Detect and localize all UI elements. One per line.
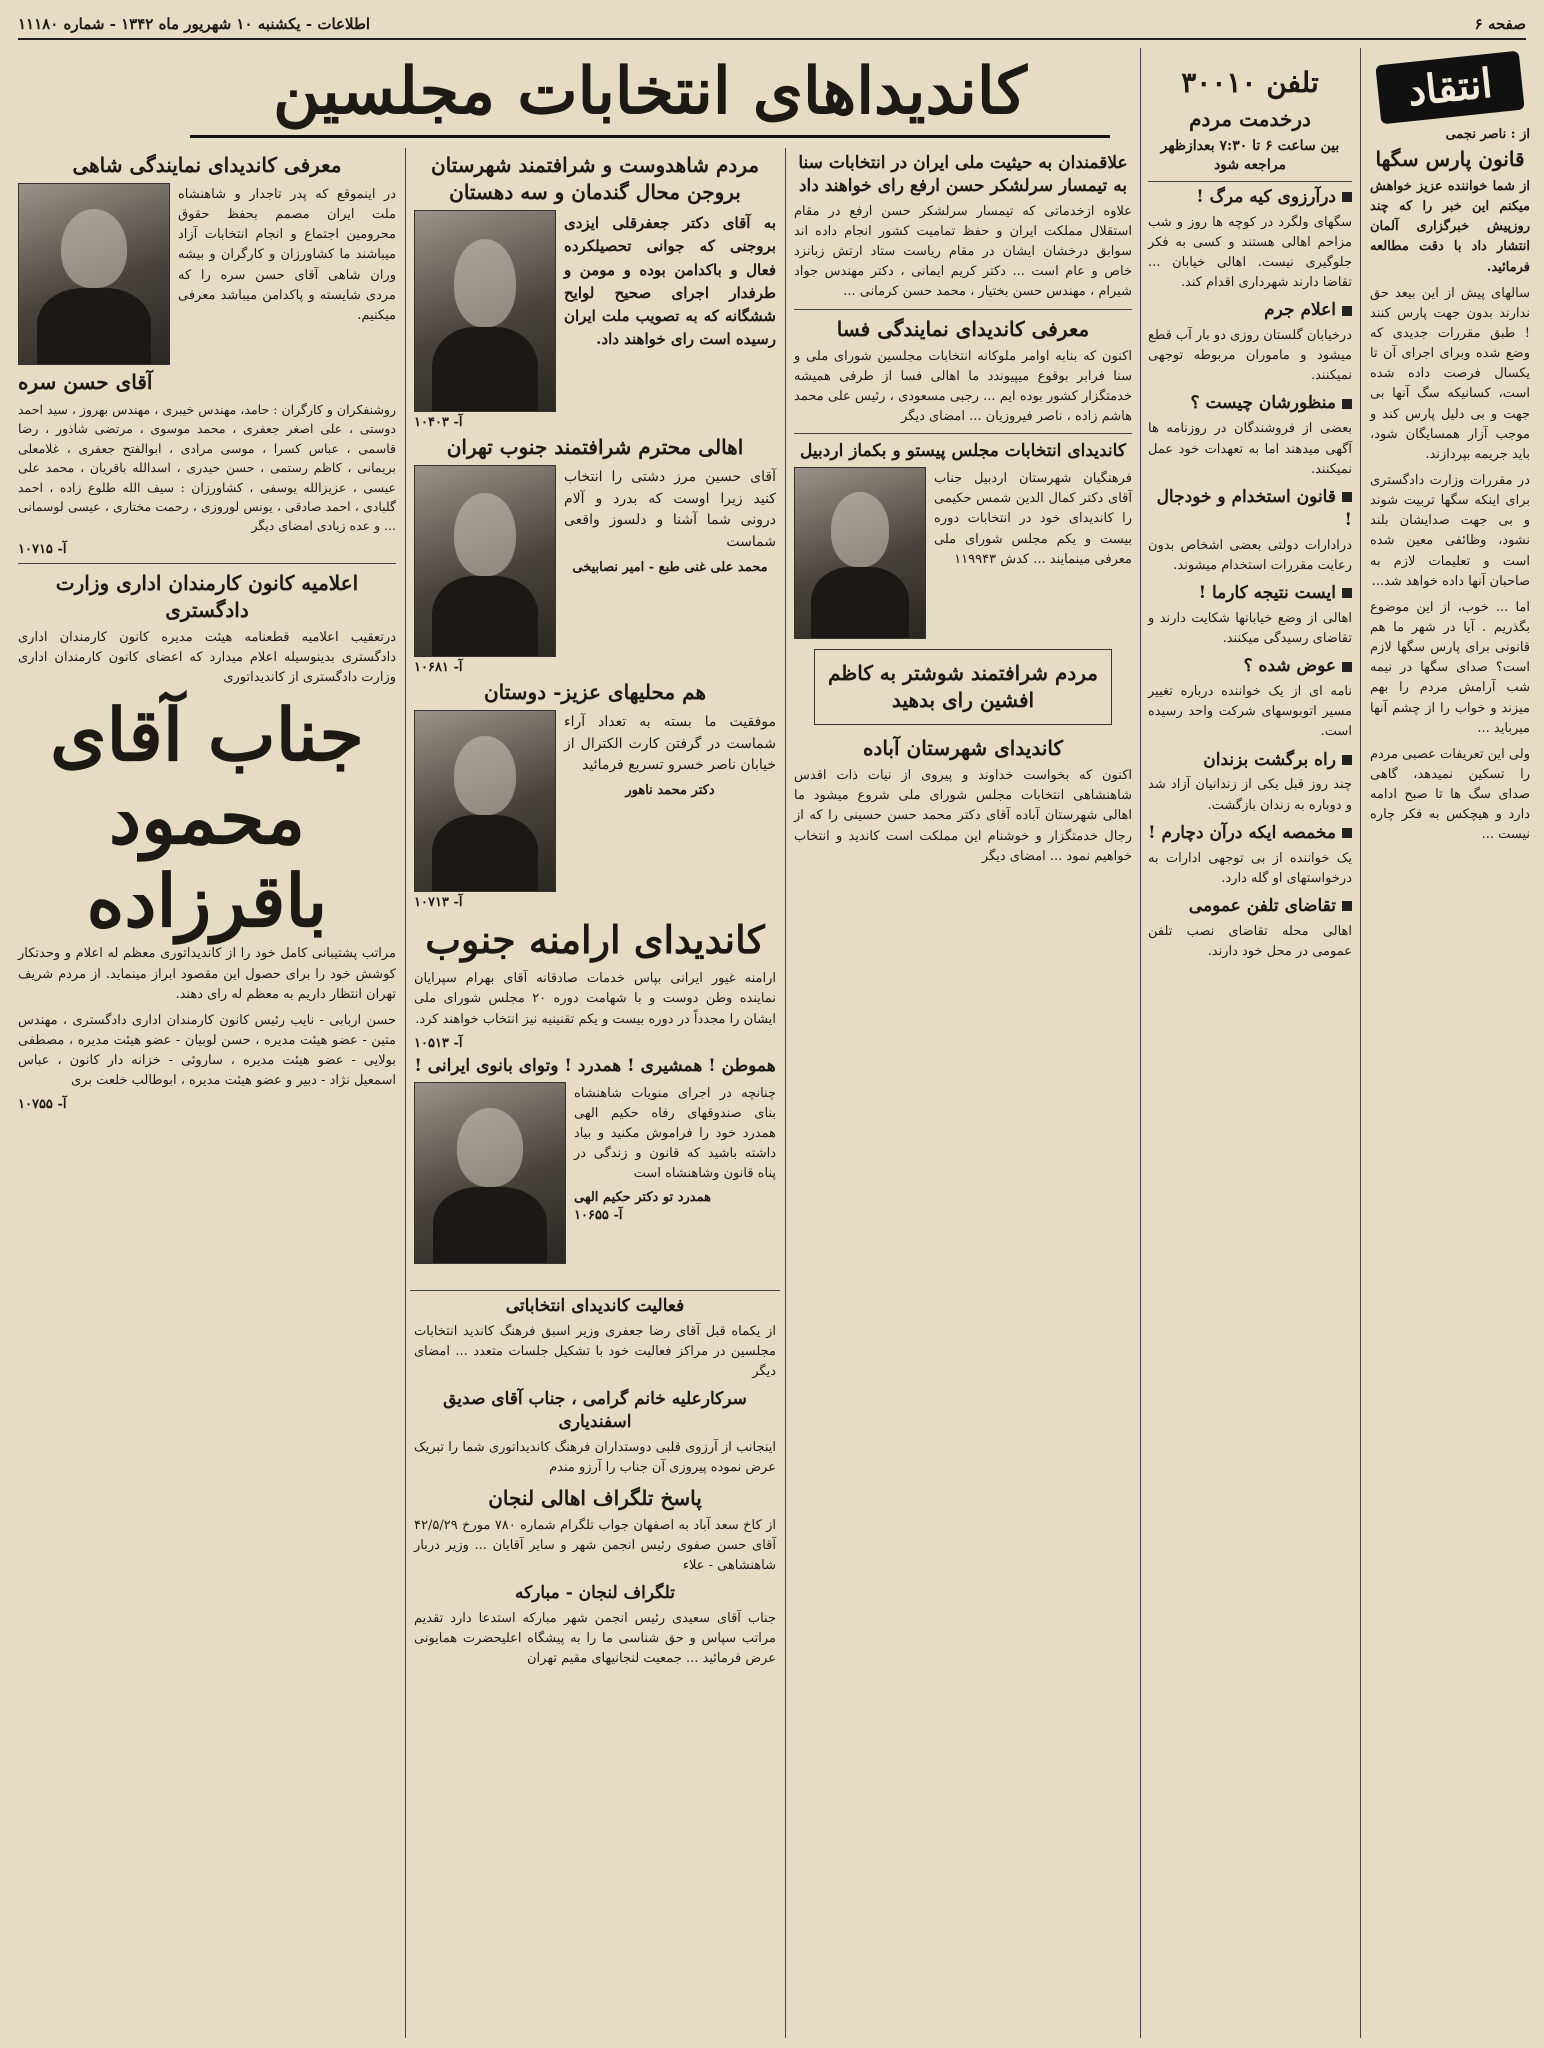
- ad-code: آ- ۱۰۷۱۳: [414, 895, 463, 910]
- article-with-photo: [414, 1082, 776, 1264]
- article-with-photo: [794, 467, 1132, 639]
- ad-code: آ- ۱۰۵۱۳: [414, 1035, 463, 1051]
- bullet-icon: [1342, 399, 1352, 409]
- service-item-text: درخیابان گلستان روزی دو بار آب قطع میشود و ماموران مربوطه توجهی نمیکنند.: [1147, 328, 1352, 384]
- column-rule: [785, 148, 786, 2038]
- top-bar: [18, 10, 1526, 40]
- signature: همدرد تو دکتر حکیم الهی: [574, 1190, 711, 1206]
- article-text: اکنون که بنابه اوامر ملوکانه انتخابات مجلسین شورای ملی و سنا فرابر بوقوع میپیوندد ما اهالی فسا از طرفی همیشه خدمتگزار کشور بوده ایم ... رجبی مسعودی ، رئیس علی محمد هاشم زاده ، ناصر فیروزیان ... امضای دیگر: [794, 348, 1132, 424]
- article-headline: هموطن ! همشیری ! همدرد ! وتوای بانوی ایرانی !: [414, 1055, 776, 1076]
- byline: از : ناصر نجمی: [1445, 127, 1530, 142]
- signature: محمد علی غنی طبع - امیر نصابیخی: [572, 559, 768, 575]
- candidate-photo: [794, 467, 926, 639]
- service-item-text: یک خواننده از بی توجهی ادارات به درخواستهای او گله دارد.: [1148, 850, 1352, 886]
- divider: [794, 309, 1132, 310]
- service-item-title: اعلام جرم: [1264, 300, 1336, 321]
- bullet-icon: [1342, 588, 1352, 598]
- article-text: ارامنه غیور ایرانی بپاس خدمات صادقانه آقای بهرام سپرایان نماینده وطن دوست و با شهامت دوره ۲۰ مجلس شورای ملی ایشان را مجدداً در دوره بیست و یکم تقنینیه نیز انتخاب خواهند کرد.: [414, 971, 777, 1027]
- column-intro: از شما خواننده عزیز خواهش میکنم این خبر را که چند روزپیش خبرگزاری آلمان انتشار داد با دقت مطالعه فرمائید.: [1370, 179, 1530, 275]
- main-title: کاندیداهای انتخابات مجلسین: [273, 54, 1027, 129]
- column-five: [14, 148, 400, 2038]
- service-item: [1148, 486, 1352, 576]
- service-item-text: چند روز قبل یکی از زندانیان آزاد شد و دوباره به زندان بازگشت.: [1148, 777, 1352, 813]
- service-item-title: مخمصه ایکه درآن دچارم !: [1148, 822, 1336, 843]
- article-headline: پاسخ تلگراف اهالی لنجان: [488, 1485, 702, 1510]
- service-item-title: تقاضای تلفن عمومی: [1188, 895, 1336, 916]
- signatory-list: روشنفکران و کارگران : حامد، مهندس خیبری ، مهندس بهروز ، سید احمد دوستی ، علی اصغر جعفری ، محمد موسوی ، مرتضی شاذور ، رضا قاسمی ، عباس کسرا ، موسی مرادی ، ابوالفتح جعفری ، غلامعلی بریمانی ، کاظم رستمی ، حسن حیدری ، اسدالله باقریان ، محمد علی عیسی ، عزیزالله یوسفی ، کشاورزان : سیف الله طلوع زاده ، احمد گلبادی ، احمد صادقی ، یونس لوروزی ، رحمت مختاری ، عیسی لوسمانی ... و عده زیادی امضای دیگر: [18, 402, 396, 534]
- article-with-photo: [18, 183, 396, 365]
- article-headline: معرفی کاندیدای نمایندگی فسا: [836, 316, 1090, 341]
- bullet-icon: [1342, 828, 1352, 838]
- article-headline: اعلامیه کانون کارمندان اداری وزارت دادگستری: [55, 570, 359, 622]
- article-text: موفقیت ما بسته به تعداد آراء شماست در گرفتن کارت الکترال از خیابان ناصر خسرو تسریع فرمائید: [564, 714, 776, 774]
- ad-code: آ- ۱۰۶۸۱: [414, 660, 463, 675]
- issue-line: اطلاعات - یکشنبه ۱۰ شهریور ماه ۱۳۴۲ - شماره ۱۱۱۸۰: [18, 15, 371, 33]
- phone-number: تلفن ۳۰۰۱۰: [1181, 66, 1319, 99]
- ad-code: آ- ۱۰۷۵۵: [18, 1097, 67, 1113]
- signature: دکتر محمد ناهور: [625, 783, 715, 799]
- article-text: در اینموقع که پدر تاجدار و شاهنشاه ملت ایران مصمم بحفظ حقوق محرومین اجتماع و انجام انتخابات آزاد میباشند ما کشاورزان و کارگران و بیشه وران شاهی آقای حسن سره را که مردی شایسته و پاکدامن میباشد معرفی میکنیم.: [178, 187, 396, 323]
- bullet-icon: [1342, 492, 1352, 502]
- article-text: علاوه ازخدماتی که تیمسار سرلشکر حسن ارفع در مقام استقلال مملکت ایران و حفظ تمامیت کشور انجام داده اند سوابق درخشان ایشان در مقام ریاست ستاد ارتش زبانزد خاص و عام است ... دکتر کریم ایمانی ، دکتر مهندس جواد شیرام ، مهندس حسن بختیار ، محمد حسن کرمانی ...: [794, 203, 1132, 300]
- bullet-icon: [1342, 662, 1352, 672]
- bullet-icon: [1342, 306, 1352, 316]
- service-item-title: ایست نتیجه کارما !: [1198, 582, 1336, 603]
- service-item: [1148, 582, 1352, 649]
- divider: [794, 433, 1132, 434]
- featured-candidate-name: جناب آقای محمود باقرزاده: [50, 692, 364, 943]
- ad-code: آ- ۱۰۴۰۳: [414, 415, 463, 430]
- article-text: اینجانب از آرزوی قلبی دوستداران فرهنگ کاندیداتوری شما را تبریک عرض نموده پیروزی آن جناب را آرزو مندم: [414, 1440, 776, 1476]
- article-headline: سرکارعلیه خانم گرامی ، جناب آقای صدیق اسفندیاری: [443, 1389, 747, 1433]
- article-text: جناب آقای سعیدی رئیس انجمن شهر مبارکه استدعا دارد تقدیم مراتب سپاس و حق شناسی ما را به پیشگاه اعلیحضرت همایونی عرض فرمائید ... جمعیت لنجانیهای مقیم تهران: [414, 1610, 776, 1667]
- divider: [18, 563, 396, 564]
- article-text: به آقای دکتر جعفرقلی ایزدی بروجنی که جوانی تحصیلکرده فعال و باکدامن بوده و مومن و طرفدار اجرای صحیح لوایح ششگانه که به تصویب ملت ایران رسیده است رای خواهند داد.: [564, 214, 776, 349]
- service-item-text: اهالی از وضع خیابانها شکایت دارند و تقاضای رسیدگی میکنند.: [1148, 610, 1352, 647]
- main-headline: [190, 48, 1110, 138]
- service-item: [1148, 299, 1352, 386]
- service-item-text: اهالی محله تقاضای نصب تلفن عمومی در محل خود دارند.: [1148, 923, 1352, 960]
- service-item-text: نامه ای از یک خواننده درباره تغییر مسیر اتوبوسهای شرکت واحد رسیده است.: [1148, 684, 1352, 740]
- article-with-photo: [414, 465, 776, 657]
- candidate-photo: [414, 1082, 566, 1264]
- service-title: درخدمت مردم: [1189, 106, 1311, 131]
- service-column: [1144, 60, 1356, 2040]
- service-item-title: قانون استخدام و خودجال !: [1156, 486, 1352, 530]
- service-item: [1148, 655, 1352, 742]
- service-item: [1148, 392, 1352, 479]
- candidate-photo: [18, 183, 170, 365]
- service-item: [1148, 822, 1352, 889]
- article-headline: علاقمندان به حیثیت ملی ایران در انتخابات سنا به تیمسار سرلشکر حسن ارفع رای خواهند داد: [798, 153, 1128, 196]
- page-label: صفحه ۶: [1474, 15, 1526, 33]
- column-four: [410, 148, 780, 1268]
- article-text: مراتب پشتیبانی کامل خود را از کاندیداتوری معظم له اعلام و وحدتکار کوشش خود را برای حصول این مقصود ابراز مینماید. از مردم شریف تهران انتظار داریم به معظم له رای دهند.: [18, 946, 396, 1002]
- column-rule: [1140, 48, 1141, 2038]
- article-with-photo: [414, 210, 776, 412]
- article-headline: کاندیدای شهرستان آباده: [862, 736, 1064, 761]
- notice-title: مردم شرافتمند شوشتر به کاظم افشین رای بدهید: [828, 661, 1098, 713]
- column-body: ولی این تعریفات عصبی مردم را تسکین نمیدهد، گاهی صدای سگ ها تا صبح ادامه دارد و هیچکس به فکر چاره نیست ...: [1370, 746, 1530, 843]
- ad-code: آ- ۱۰۷۱۵: [18, 541, 67, 557]
- article-text: از کاخ سعد آباد به اصفهان جواب تلگرام شماره ۷۸۰ مورخ ۴۲/۵/۲۹ آقای حسن صفوی رئیس انجمن شهر و سایر آقایان ... وزیر دربار شاهنشاهی - علاء: [414, 1517, 776, 1573]
- article-text: چنانچه در اجرای منویات شاهنشاه بنای صندوقهای رفاه حکیم الهی همدرد خود را فراموش مکنید و بیاد داشته باشید که قانون و زندگی در پناه قانون وشاهنشاه است: [574, 1085, 776, 1182]
- article-headline: اهالی محترم شرافتمند جنوب تهران: [446, 435, 744, 459]
- column-four-bottom: [410, 1290, 780, 2038]
- service-item-text: بعضی از فروشندگان در روزنامه ها آگهی میدهند اما به تعهدات خود عمل نمیکنند.: [1148, 421, 1352, 477]
- article-headline: کاندیدای انتخابات مجلس پیستو و بکماز اردبیل: [800, 441, 1126, 462]
- signatory-list: حسن اربابی - نایب رئیس کانون کارمندان اداری دادگستری ، مهندس متین - عضو هیئت مدیره ، حسن لوبیان - عضو هیئت مدیره ، مصطفی بولایی - عضو هیئت مدیره ، ساروئی - خزانه دار کانون ، عباس اسمعیل نژاد - دبیر و عضو هیئت مدیره ، ابوطالب خلعت بری: [18, 1012, 396, 1089]
- article-text: درتعقیب اعلامیه قطعنامه هیئت مدیره کانون کارمندان اداری دادگستری بدینوسیله اعلام میدارد که اعضای کانون کارمندان اداری وزارت دادگستری از کاندیداتوری: [18, 629, 396, 685]
- bullet-icon: [1342, 192, 1352, 202]
- candidate-photo: [414, 710, 556, 892]
- service-item-text: سگهای ولگرد در کوچه ها روز و شب مزاحم اهالی هستند و کسی به فکر جلوگیری نیست. اهالی خیابان ... تقاضا دارند شهرداری اقدام کند.: [1148, 214, 1352, 290]
- column-title: قانون پارس سگها: [1375, 147, 1525, 171]
- article-headline: هم محلیهای عزیز- دوستان: [483, 680, 706, 704]
- service-item: [1148, 895, 1352, 962]
- service-item-title: راه برگشت بزندان: [1203, 749, 1336, 770]
- column-body: سالهای پیش از این بیعد حق ندارند بدون جهت پارس کنند ! طبق مقررات جدیدی که وضع شده وبرای اجرای آن تا یکسال فرصت داده شده است، کسانیکه سگ آنها بی جهت و بی دلیل پارس کند و موجب آزار همسایگان شود، باید جریمه بپردازند.: [1370, 285, 1530, 462]
- candidate-name: آقای حسن سره: [18, 370, 153, 394]
- service-item-title: منظورشان چیست ؟: [1190, 393, 1336, 414]
- service-hours: بین ساعت ۶ تا ۷:۳۰ بعدازظهر مراجعه شود: [1148, 137, 1352, 182]
- boxed-notice: [814, 649, 1112, 725]
- service-item: [1148, 749, 1352, 816]
- article-text: آقای حسین مرز دشتی را انتخاب کنید زیرا اوست که بدرد و آلام درونی شما آشنا و دلسوز واقعی شماست: [564, 469, 776, 551]
- column-body: اما ... خوب، از این موضوع بگذریم . آیا در شهر ما هم قانونی برای پارس سگها لازم است؟ صدای سگها در نیمه شب آرامش مردم را بهم میزند و خواب را از چشم آنها میرباید ...: [1370, 599, 1530, 736]
- bullet-icon: [1342, 755, 1352, 765]
- section-logo: انتقاد: [1375, 51, 1524, 125]
- column-rule: [405, 148, 406, 2038]
- service-item-title: درآرزوی کیه مرگ !: [1196, 186, 1336, 207]
- article-headline: معرفی کاندیدای نمایندگی شاهی: [72, 153, 342, 177]
- article-headline: فعالیت کاندیدای انتخاباتی: [505, 1296, 685, 1316]
- article-text: اکنون که بخواست خداوند و پیروی از نیات ذات اقدس شاهنشاهی انتخابات مجلس شورای ملی شروع میشود ما اهالی شهرستان آباده آقای دکتر محمد حسن حسینی را که از رجال خدمتگزار و خوشنام این مملکت است کاندید و انتخاب خواهیم نمود ... امضای دیگر: [794, 768, 1132, 864]
- service-item-title: عوض شده ؟: [1243, 656, 1336, 677]
- candidate-photo: [414, 210, 556, 412]
- article-headline: تلگراف لنجان - مبارکه: [514, 1582, 676, 1603]
- column-rule: [1360, 48, 1361, 2038]
- article-text: فرهنگیان شهرستان اردبیل جناب آقای دکتر کمال الدین شمس حکیمی را کاندیدای خود در انتخابات دوره بیست و یکم مجلس شورای ملی معرفی مینمایند ... کدش ۱۱۹۹۴۳: [934, 471, 1132, 567]
- article-headline: کاندیدای ارامنه جنوب: [425, 917, 765, 962]
- right-column: [1366, 48, 1534, 2038]
- service-item-text: درادارات دولتی بعضی اشخاص بدون رعایت مقررات استخدام میشوند.: [1148, 537, 1352, 573]
- article-headline: مردم شاهدوست و شرافتمند شهرستان بروجن محال گندمان و سه دهستان: [430, 153, 760, 204]
- bullet-icon: [1342, 901, 1352, 911]
- article-text: از یکماه قبل آقای رضا جعفری وزیر اسبق فرهنگ کاندید انتخابات مجلسین در مراکز فعالیت خود با تشکیل جلسات متعدد ... امضای دیگر: [414, 1323, 776, 1380]
- ad-code: آ- ۱۰۶۵۵: [574, 1208, 623, 1224]
- candidate-photo: [414, 465, 556, 657]
- column-three: [790, 148, 1136, 2038]
- column-body: در مقررات وزارت دادگستری برای اینکه سگها تربیت شوند و بی جهت صدایشان بلند نشود، وظائفی معین شده است و تعلیمات لازم به صاحبان آنها داده خواهد شد...: [1370, 472, 1530, 589]
- service-item: [1148, 186, 1352, 294]
- article-with-photo: [414, 710, 776, 892]
